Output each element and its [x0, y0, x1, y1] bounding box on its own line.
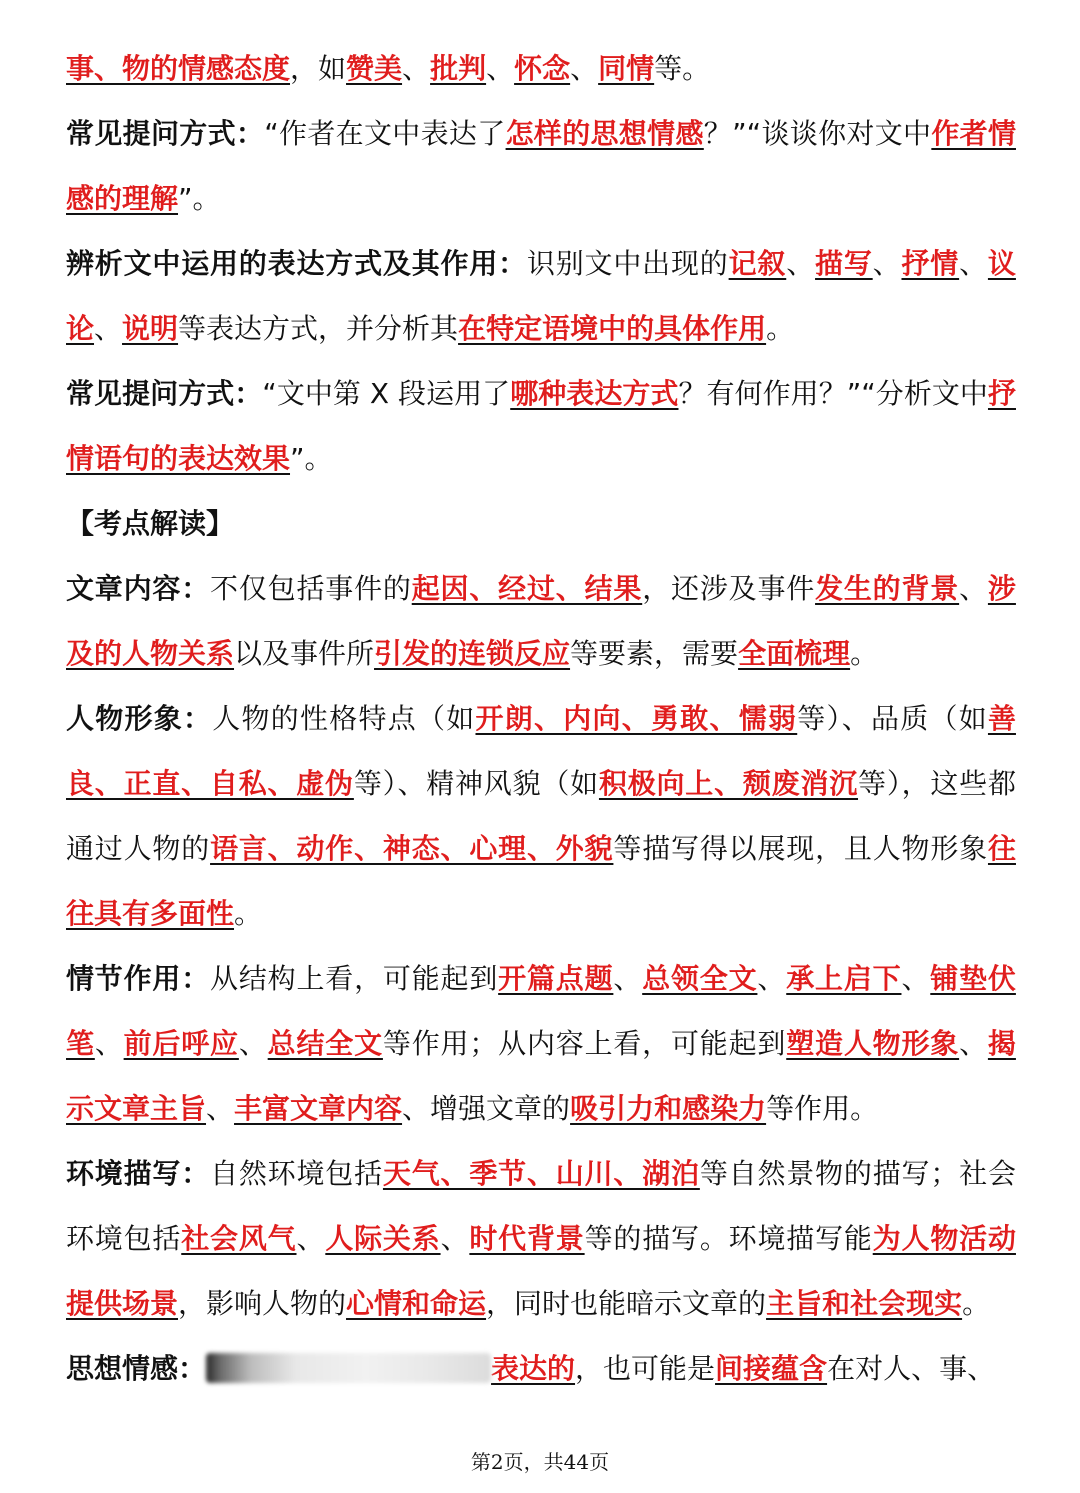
text: 、 — [94, 312, 123, 345]
paragraph-label: 辨析文中运用的表达方式及其作用： — [66, 247, 527, 280]
highlight: 丰富文章内容 — [234, 1092, 403, 1125]
highlight: 作者情感的理解 — [66, 117, 1016, 215]
text: 、 — [959, 1027, 988, 1060]
text: ，同时也能暗示文章的 — [486, 1287, 767, 1320]
highlight: 引发的连锁反应 — [374, 637, 571, 670]
text: 、 — [613, 962, 643, 995]
text: ”。 — [178, 182, 221, 215]
highlight: 人际关系 — [325, 1222, 441, 1255]
text: 、 — [786, 247, 816, 280]
text: 、 — [206, 1092, 235, 1125]
highlight: 铺垫伏笔 — [66, 962, 1016, 1060]
paragraph-environment-description — [66, 1141, 1016, 1336]
text: 等）、品质（如 — [797, 702, 988, 735]
paragraph-label: 常见提问方式： — [66, 377, 263, 410]
highlight: 社会风气 — [181, 1222, 297, 1255]
blurred-redaction — [206, 1353, 491, 1383]
highlight: 起因、经过、结果 — [411, 572, 643, 605]
text: 、增强文章的 — [402, 1092, 571, 1125]
highlight: 心情和命运 — [346, 1287, 487, 1320]
highlight: 同情 — [598, 52, 655, 85]
text: ，如 — [290, 52, 347, 85]
highlight: 开篇点题 — [498, 962, 614, 995]
text: 等作用。 — [766, 1092, 879, 1125]
highlight: 议论 — [66, 247, 1016, 345]
text: ，也可能是 — [575, 1352, 716, 1385]
highlight: 怀念 — [514, 52, 571, 85]
text: 识别文中出现的 — [526, 247, 729, 280]
highlight: 承上启下 — [786, 962, 902, 995]
text: 等自然景物的描写；社会环境包括 — [66, 1157, 1016, 1255]
paragraph-plot-function — [66, 946, 1016, 1141]
highlight: 哪种表达方式 — [510, 377, 679, 410]
paragraph-label: 情节作用： — [66, 962, 211, 995]
highlight: 善良、正直、自私、虚伪 — [66, 702, 1016, 800]
text: 等描写得以展现，且人物形象 — [613, 832, 988, 865]
text: 等。 — [654, 52, 711, 85]
highlight: 往往具有多面性 — [66, 832, 1016, 930]
text: “文中第 X 段运用了 — [262, 377, 511, 410]
highlight: 涉及的人物关系 — [66, 572, 1016, 670]
text: 、 — [872, 247, 902, 280]
highlight: 天气、季节、山川、湖泊 — [382, 1157, 700, 1190]
text: 、 — [402, 52, 431, 85]
highlight: 塑造人物形象 — [786, 1027, 960, 1060]
paragraph-expression-methods — [66, 231, 1016, 361]
highlight: 揭示文章主旨 — [66, 1027, 1016, 1125]
highlight: 说明 — [122, 312, 179, 345]
highlight: 事、物的情感态度 — [66, 52, 291, 85]
highlight: 全面梳理 — [738, 637, 851, 670]
paragraph-label: 环境描写： — [66, 1157, 211, 1190]
text: 、 — [238, 1027, 268, 1060]
text: 等作用；从内容上看，可能起到 — [382, 1027, 787, 1060]
text: ，还涉及事件 — [642, 572, 816, 605]
paragraph-character-image — [66, 686, 1016, 946]
paragraph-emotion-attitude — [66, 36, 1016, 101]
text: 等），这些都通过人物的 — [66, 767, 1016, 865]
highlight: 为人物活动提供场景 — [66, 1222, 1016, 1320]
text: 等）、精神风貌（如 — [353, 767, 599, 800]
text: 。 — [850, 637, 879, 670]
text: 自然环境包括 — [210, 1157, 383, 1190]
highlight: 批判 — [430, 52, 487, 85]
highlight: 间接蕴含 — [715, 1352, 828, 1385]
paragraph-thought-emotion — [66, 1336, 1016, 1401]
paragraph-label: 文章内容： — [66, 572, 211, 605]
text: 、 — [94, 1027, 124, 1060]
text: “作者在文中表达了 — [264, 117, 506, 150]
text: ？有何作用？”“分析文中 — [678, 377, 988, 410]
page-number-footer: 第2页，共44页 — [470, 1450, 610, 1474]
text: 、 — [757, 962, 787, 995]
text: 等的描写。环境描写能 — [584, 1222, 873, 1255]
highlight: 语言、动作、神态、心理、外貌 — [210, 832, 614, 865]
section-heading: 【考点解读】 — [66, 507, 235, 540]
highlight: 总领全文 — [642, 962, 758, 995]
text: 在对人、事、 — [827, 1352, 996, 1385]
highlight: 在特定语境中的具体作用 — [458, 312, 767, 345]
highlight: 发生的背景 — [815, 572, 960, 605]
text: 等要素，需要 — [570, 637, 739, 670]
paragraph-label: 常见提问方式： — [66, 117, 265, 150]
highlight: 吸引力和感染力 — [570, 1092, 767, 1125]
text: 、 — [570, 52, 599, 85]
highlight: 抒情 — [901, 247, 960, 280]
highlight: 开朗、内向、勇敢、懦弱 — [475, 702, 798, 735]
text: 、 — [440, 1222, 470, 1255]
highlight: 表达的 — [491, 1352, 576, 1385]
highlight: 怎样的思想情感 — [505, 117, 704, 150]
text: 。 — [234, 897, 263, 930]
text: ”。 — [290, 442, 333, 475]
highlight: 积极向上、颓废消沉 — [598, 767, 859, 800]
text: 、 — [959, 247, 988, 280]
text: 、 — [486, 52, 515, 85]
highlight: 记叙 — [728, 247, 787, 280]
paragraph-question-style-2 — [66, 361, 1016, 491]
text: 、 — [296, 1222, 326, 1255]
text: 、 — [901, 962, 931, 995]
text: ？”“谈谈你对文中 — [703, 117, 932, 150]
text: 从结构上看，可能起到 — [210, 962, 499, 995]
highlight: 赞美 — [346, 52, 403, 85]
text: 等表达方式，并分析其 — [178, 312, 459, 345]
highlight: 前后呼应 — [123, 1027, 239, 1060]
highlight: 描写 — [815, 247, 873, 280]
highlight: 总结全文 — [267, 1027, 383, 1060]
paragraph-question-style-1 — [66, 101, 1016, 231]
paragraph-label: 人物形象： — [66, 702, 213, 735]
text: 不仅包括事件的 — [210, 572, 412, 605]
paragraph-article-content — [66, 556, 1016, 686]
text: 。 — [962, 1287, 991, 1320]
text: 人物的性格特点（如 — [212, 702, 476, 735]
text: ，影响人物的 — [178, 1287, 347, 1320]
text: 、 — [959, 572, 988, 605]
highlight: 时代背景 — [469, 1222, 585, 1255]
paragraph-label: 思想情感： — [66, 1352, 207, 1385]
text: 以及事件所 — [234, 637, 375, 670]
text: 。 — [766, 312, 795, 345]
document-body — [66, 36, 1016, 1401]
highlight: 主旨和社会现实 — [766, 1287, 963, 1320]
highlight: 抒情语句的表达效果 — [66, 377, 1016, 475]
